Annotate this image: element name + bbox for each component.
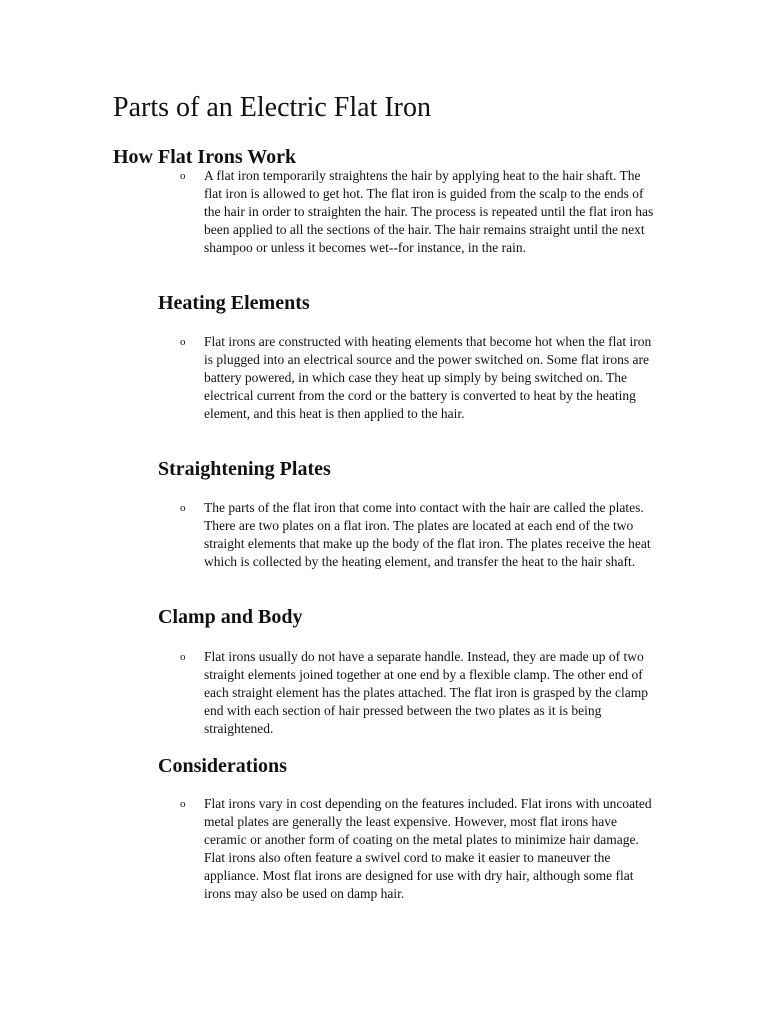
section-heading-clamp-and-body: Clamp and Body: [158, 606, 303, 628]
section-paragraph: Flat irons are constructed with heating elements that become hot when the flat iron is plugged into an electrical source and the power switched on. Some flat irons are battery powered, in which case they heat up simply by being switched on. The electrical current from the cord or the battery is converted to heat by the heating element, and this heat is then applied to the hair.: [204, 334, 652, 421]
bullet-marker: o: [180, 798, 186, 810]
bullet-marker: o: [180, 502, 186, 514]
bullet-marker: o: [180, 336, 186, 348]
section-heading-heating-elements: Heating Elements: [158, 292, 310, 314]
section-heading-how-flat-irons-work: How Flat Irons Work: [113, 146, 297, 168]
bullet-marker: o: [180, 170, 186, 182]
section-heading-straightening-plates: Straightening Plates: [158, 458, 331, 480]
section-paragraph: Flat irons vary in cost depending on the features included. Flat irons with uncoated metal plates are generally the least expensive. However, most flat irons have ceramic or another form of coating on the metal plates to minimize hair damage. Flat irons also often feature a swivel cord to make it easier to maneuver the appliance. Most flat irons are designed for use with dry hair, although some flat irons may also be used on damp hair.: [204, 796, 652, 901]
section-paragraph: Flat irons usually do not have a separate handle. Instead, they are made up of two straight elements joined together at one end by a flexible clamp. The other end of each straight element has the plates attached. The flat iron is grasped by the clamp end with each section of hair pressed between the two plates as it is being straightened.: [204, 649, 648, 736]
section-paragraph: The parts of the flat iron that come into contact with the hair are called the plates. There are two plates on a flat iron. The plates are located at each end of the two straight elements that make up the body of the flat iron. The plates receive the heat which is collected by the heating element, and transfer the heat to the hair shaft.: [204, 500, 651, 569]
bullet-marker: o: [180, 651, 186, 663]
document-title: Parts of an Electric Flat Iron: [113, 92, 432, 123]
section-heading-considerations: Considerations: [158, 755, 287, 777]
section-paragraph: A flat iron temporarily straightens the hair by applying heat to the hair shaft. The flat iron is allowed to get hot. The flat iron is guided from the scalp to the ends of the hair in order to straighten the hair. The process is repeated until the flat iron has been applied to all the sections of the hair. The hair remains straight until the next shampoo or unless it becomes wet--for instance, in the rain.: [204, 168, 654, 255]
